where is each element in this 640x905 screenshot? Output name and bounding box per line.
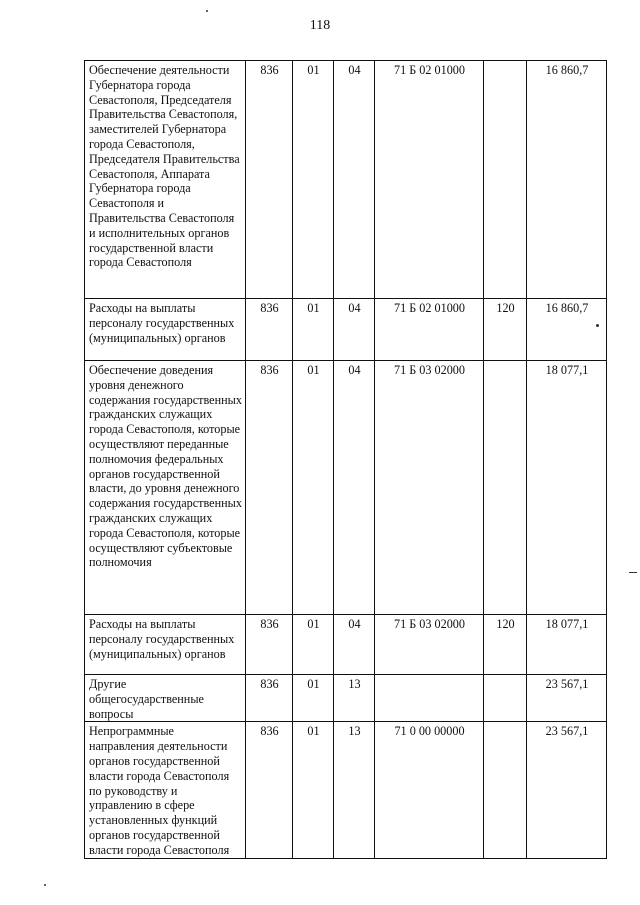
department-code: 836 [246,299,293,361]
section-code: 01 [293,675,334,722]
section-code: 01 [293,61,334,299]
target-article-code [375,675,484,722]
expense-type-code [484,61,527,299]
department-code: 836 [246,361,293,615]
section-code: 01 [293,722,334,858]
scan-speck [206,10,208,12]
target-article-code: 71 Б 02 01000 [375,61,484,299]
amount: 16 860,7 [527,299,607,361]
expense-type-code [484,675,527,722]
amount: 23 567,1 [527,675,607,722]
budget-table [84,60,607,859]
department-code: 836 [246,615,293,675]
scan-speck [629,572,637,573]
section-code: 01 [293,299,334,361]
section-code: 01 [293,615,334,675]
department-code: 836 [246,61,293,299]
expense-type-code: 120 [484,615,527,675]
department-code: 836 [246,675,293,722]
amount: 18 077,1 [527,361,607,615]
target-article-code: 71 Б 02 01000 [375,299,484,361]
scan-speck [44,884,46,886]
row-name: Непрограммные направления деятельности органов государственной власти города Севастополя по руководству и управлению в сфере установленных функций органов государственной власти города Севастополя [85,722,246,858]
subsection-code: 04 [334,615,375,675]
scan-speck [596,324,599,327]
table-row [85,615,607,675]
target-article-code: 71 0 00 00000 [375,722,484,858]
expense-type-code: 120 [484,299,527,361]
row-name: Расходы на выплаты персоналу государственных (муниципальных) органов [85,615,246,675]
table-row [85,299,607,361]
department-code: 836 [246,722,293,858]
expense-type-code [484,361,527,615]
subsection-code: 04 [334,361,375,615]
row-name: Другие общегосударственные вопросы [85,675,246,722]
subsection-code: 13 [334,722,375,858]
table-row [85,361,607,615]
target-article-code: 71 Б 03 02000 [375,361,484,615]
row-name: Обеспечение доведения уровня денежного содержания государственных гражданских служащих города Севастополя, которые осуществляют переданные полномочия федеральных органов государственной власти, до уровня денежного содержания государственных гражданских служащих города Севастополя, которые осуществляют субъектовые полномочия [85,361,246,615]
subsection-code: 04 [334,61,375,299]
expense-type-code [484,722,527,858]
row-name: Расходы на выплаты персоналу государственных (муниципальных) органов [85,299,246,361]
amount: 23 567,1 [527,722,607,858]
subsection-code: 13 [334,675,375,722]
amount: 18 077,1 [527,615,607,675]
page-number: 118 [309,18,331,33]
target-article-code: 71 Б 03 02000 [375,615,484,675]
amount: 16 860,7 [527,61,607,299]
subsection-code: 04 [334,299,375,361]
section-code: 01 [293,361,334,615]
table-row [85,722,607,858]
table-row [85,675,607,722]
row-name: Обеспечение деятельности Губернатора города Севастополя, Председателя Правительства Севастополя, заместителей Губернатора города Севастополя, Председателя Правительства Севастополя, Аппарата Губернатора города Севастополя и Правительства Севастополя и исполнительных органов государственной власти города Севастополя [85,61,246,299]
table-row [85,61,607,299]
